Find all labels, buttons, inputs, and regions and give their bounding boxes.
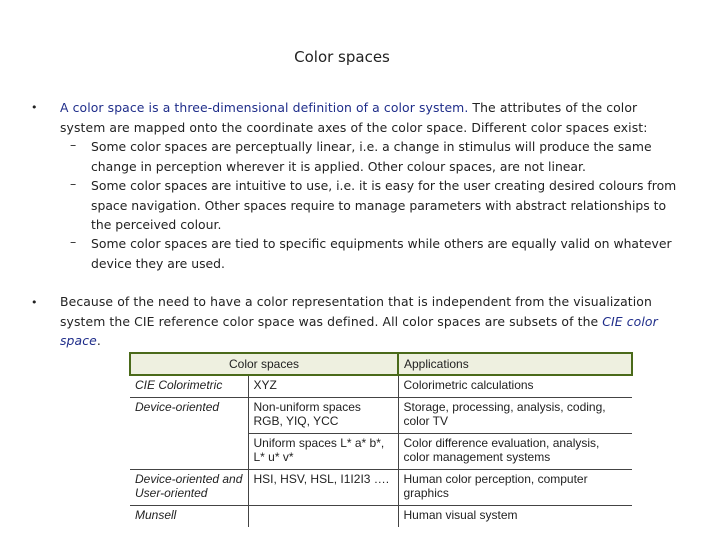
category-cell: Device-oriented and User-oriented	[130, 469, 248, 505]
table-row	[130, 469, 632, 505]
category-cell: Munsell	[130, 505, 248, 527]
category-cell: CIE Colorimetric	[130, 375, 248, 397]
slide-title: Color spaces	[294, 48, 390, 66]
header-applications: Applications	[398, 353, 632, 375]
table-row	[130, 397, 632, 433]
application-cell: Storage, processing, analysis, coding, color TV	[398, 397, 632, 433]
category-cell: Device-oriented	[130, 397, 248, 433]
table-row	[130, 375, 632, 397]
space-cell	[248, 505, 398, 527]
sub-item-3: Some color spaces are tied to specific equipments while others are equally valid on whatever device they are used.	[91, 236, 672, 271]
table-row	[130, 433, 632, 469]
application-cell: Human color perception, computer graphics	[398, 469, 632, 505]
space-cell: Non-uniform spaces RGB, YIQ, YCC	[248, 397, 398, 433]
color-spaces-table	[129, 352, 633, 527]
application-cell: Human visual system	[398, 505, 632, 527]
bullet-paragraph-1	[60, 98, 680, 137]
dash-marker: –	[70, 234, 77, 249]
bullet2-end: .	[96, 333, 101, 348]
space-cell: XYZ	[248, 375, 398, 397]
category-cell	[130, 433, 248, 469]
sub-item-2: Some color spaces are intuitive to use, i.e. it is easy for the user creating desired colours from space navigation. Other spaces require to manage parameters with abstract relationships to the perceived colour.	[91, 178, 677, 232]
bullet-paragraph-2	[60, 292, 680, 351]
bullet1-intro: A color space is a three-dimensional definition of a color system.	[60, 100, 469, 115]
sub-item-1: Some color spaces are perceptually linear, i.e. a change in stimulus will produce the same change in perception wherever it is applied. Other colour spaces, are not linear.	[91, 139, 652, 174]
bullet2-text: Because of the need to have a color representation that is independent from the visualization system the CIE reference color space was defined. All color spaces are subsets of the	[60, 294, 652, 329]
bullet1-rest: The attributes of the color system are mapped onto the coordinate axes of the color space. Different color spaces exist:	[60, 100, 648, 135]
dash-marker: –	[70, 176, 77, 191]
space-cell: HSI, HSV, HSL, I1I2I3 ….	[248, 469, 398, 505]
space-cell: Uniform spaces L* a* b*, L* u* v*	[248, 433, 398, 469]
application-cell: Color difference evaluation, analysis, color management systems	[398, 433, 632, 469]
header-color-spaces: Color spaces	[130, 353, 398, 375]
application-cell: Colorimetric calculations	[403, 378, 534, 392]
bullet-marker: •	[31, 296, 38, 309]
cie-color-space-link: CIE color space	[60, 313, 658, 348]
table-row	[130, 505, 632, 527]
bullet-marker: •	[31, 101, 38, 114]
dash-marker: –	[70, 137, 77, 152]
